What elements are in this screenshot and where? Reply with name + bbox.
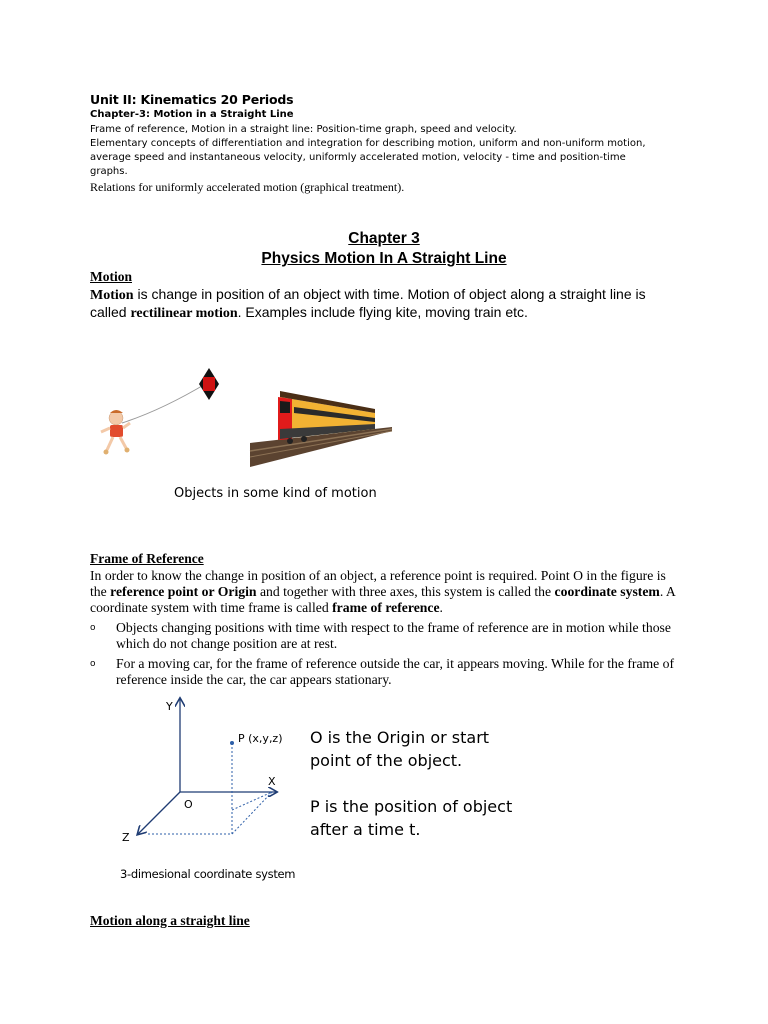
motion-text-a: is change in position of an object with time. Motion of object along a straight line is called (90, 286, 646, 320)
term-reference-point: reference point or Origin (110, 584, 257, 599)
x-axis-label: X (268, 775, 276, 788)
child-figure-icon (101, 410, 130, 455)
point-p-label: P (x,y,z) (238, 732, 283, 745)
chapter-title: Physics Motion In A Straight Line (261, 250, 507, 267)
kite-string (122, 383, 207, 423)
syllabus-line-3: Relations for uniformly accelerated motion (graphical treatment). (90, 180, 405, 194)
origin-label: O (184, 798, 193, 811)
chapter-number: Chapter 3 (348, 230, 420, 247)
bullet-text: Objects changing positions with time with respect to the frame of reference are in motion while those which do not change position are at rest. (116, 620, 671, 651)
frame-text-c: . A coordinate system with time frame is called (90, 584, 676, 615)
bullet-marker: o (90, 623, 96, 633)
position-note-line-1: P is the position of object (310, 797, 513, 816)
origin-note-line-2: point of the object. (310, 751, 463, 770)
origin-note-line-1: O is the Origin or start (310, 728, 490, 747)
section-heading-frame-of-reference: Frame of Reference (90, 551, 204, 566)
term-coordinate-system: coordinate system (554, 584, 660, 599)
syllabus-chapter: Chapter-3: Motion in a Straight Line (90, 109, 294, 120)
origin-note (310, 726, 489, 772)
frame-text-d: . (439, 600, 443, 615)
figure-caption-motion: Objects in some kind of motion (174, 486, 377, 501)
term-motion: Motion (90, 288, 134, 303)
z-axis (138, 792, 180, 834)
frame-text-b: and together with three axes, this system is called the (256, 584, 555, 599)
point-p-marker (230, 741, 234, 745)
syllabus-line-2: Elementary concepts of differentiation and integration for describing motion, uniform and non-uniform motion, average speed and instantaneous velocity, uniformly accelerated motion, velocity - time and position-time graphs. (90, 138, 646, 177)
syllabus-block (90, 92, 690, 195)
bullet-text: For a moving car, for the frame of reference outside the car, it appears moving. While for the frame of reference inside the car, the car appears stationary. (116, 656, 675, 687)
term-rectilinear-motion: rectilinear motion (130, 306, 238, 321)
list-item (90, 620, 682, 652)
bullet-marker: o (90, 659, 96, 669)
kite-icon (199, 368, 219, 400)
figure-caption-coordinate-system: 3-dimesional coordinate system (120, 867, 296, 881)
frame-paragraph (90, 568, 682, 616)
position-note-line-2: after a time t. (310, 820, 421, 839)
section-heading-motion: Motion (90, 269, 132, 284)
unit-title: Unit II: Kinematics 20 Periods (90, 92, 294, 107)
section-heading-straight-line: Motion along a straight line (90, 913, 250, 928)
motion-text-b: . Examples include flying kite, moving train etc. (237, 304, 528, 320)
projection-lines (148, 743, 272, 834)
frame-bullet-list (90, 620, 682, 692)
motion-illustration (92, 355, 412, 475)
term-frame-of-reference: frame of reference (332, 600, 440, 615)
y-axis-label: Y (166, 700, 173, 713)
motion-paragraph (90, 286, 680, 322)
frame-text-a: In order to know the change in position of an object, a reference point is required. Point O in the figure is the (90, 568, 666, 599)
list-item (90, 656, 682, 688)
z-axis-label: Z (122, 831, 130, 844)
position-note (310, 795, 512, 841)
syllabus-line-1: Frame of reference, Motion in a straight line: Position-time graph, speed and velocity. (90, 124, 517, 135)
